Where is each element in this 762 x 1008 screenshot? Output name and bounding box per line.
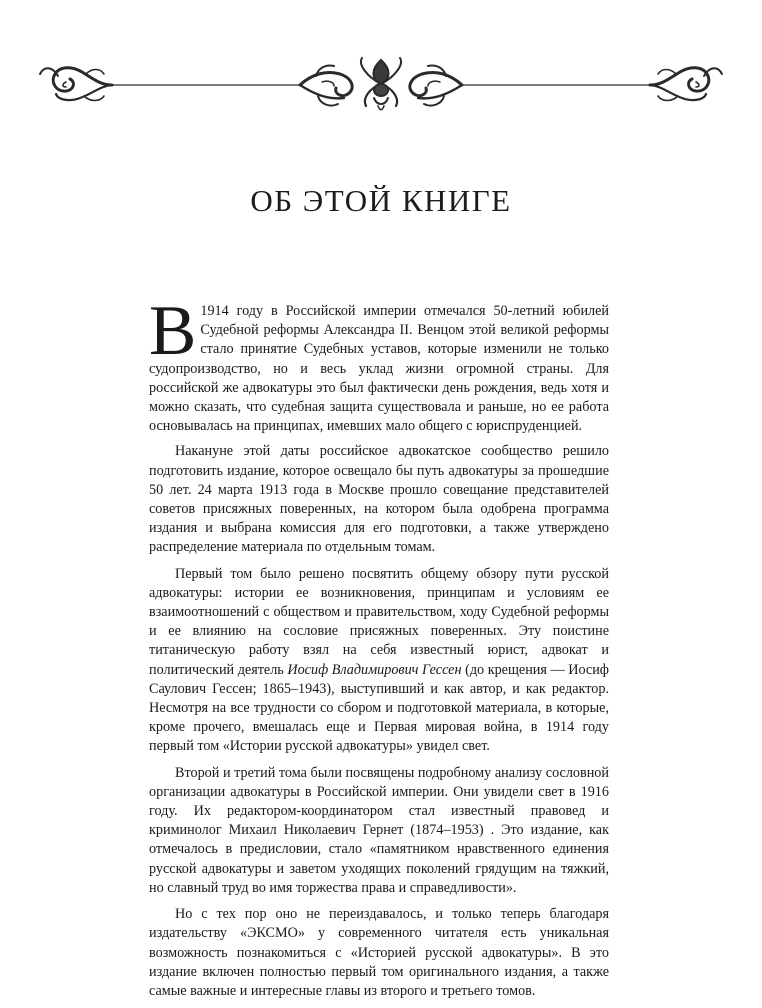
decorative-header-ornament <box>0 54 762 114</box>
paragraph-3 <box>149 565 609 757</box>
page-title: ОБ ЭТОЙ КНИГЕ <box>250 183 512 218</box>
right-scroll-ornament <box>650 68 722 101</box>
paragraph-1 <box>149 292 609 436</box>
paragraph-1-text: 1914 году в Российской империи отмечался 50-летний юбилей Судебной реформы Александра II. Венцом этой великой реформы стало принятие Судебных уставов, которые изменили не только судопроизводство, но и весь уклад жизни огромной страны. Для российской же адвокатуры это был фактически день рождения, ведь хотя и можно сказать, что судебная защита существовала и раньше, но ее работа основывалась на принципах, имевших мало общего с юриспруденцией. <box>149 303 609 435</box>
paragraph-2: Накануне этой даты российское адвокатское сообщество решило подготовить издание, которое освещало бы путь адвокатуры за прошедшие 50 лет. 24 марта 1913 года в Москве прошло совещание представителей советов присяжных поверенных, на котором была одобрена программа издания и выбрана комиссия для его подготовки, а также утверждено распределение материала по отдельным томам. <box>149 443 609 556</box>
paragraph-3-text-b: (до крещения — Иосиф Саулович Гессен; 1865–1943), выступивший и как автор, и как редактор. Несмотря на все трудности со сбором и подготовкой материала, в которые, кроме прочего, вмешалась еще и Первая мировая война, в 1914 году первый том «Истории русской адвокатуры» увидел свет. <box>149 661 609 755</box>
drop-cap: В <box>149 292 197 370</box>
article-body <box>149 292 609 1008</box>
paragraph-3-text-a: Первый том было решено посвятить общему обзору пути русской адвокатуры: истории ее возникновения, принципам и условиям ее взаимоотношений с обществом и правительством, ходу Судебной реформы и ее влиянию на сословие присяжных поверенных. Эту поистине титаническую работу взял на себя известный юрист, адвокат и политический деятель <box>149 565 609 678</box>
left-scroll-ornament <box>40 68 112 101</box>
paragraph-4: Второй и третий тома были посвящены подробному анализу сословной организации адвокатуры в Российской империи. Они увидели свет в 1916 году. Их редактором-координатором стал известный правовед и криминолог Михаил Николаевич Гернет (1874–1953) . Это издание, как отмечалось в предисловии, стало «памятником нравственного единения русской адвокатуры и заветом уходящих поколений грядущим на тяжкий, но славный труд во имя торжества права и справедливости». <box>149 764 609 896</box>
paragraph-5: Но с тех пор оно не переиздавалось, и только теперь благодаря издательству «ЭКСМО» у современного читателя есть уникальная возможность познакомиться с «Историей русской адвокатуры». В это издание включен полностью первый том оригинального издания, а также самые важные и интересные главы из второго и третьего томов. <box>149 906 609 999</box>
center-palmette <box>361 58 401 110</box>
center-right-acanthus <box>410 65 462 105</box>
center-left-acanthus <box>300 65 352 105</box>
author-name-italic: Иосиф Владимирович Гессен <box>287 661 462 678</box>
